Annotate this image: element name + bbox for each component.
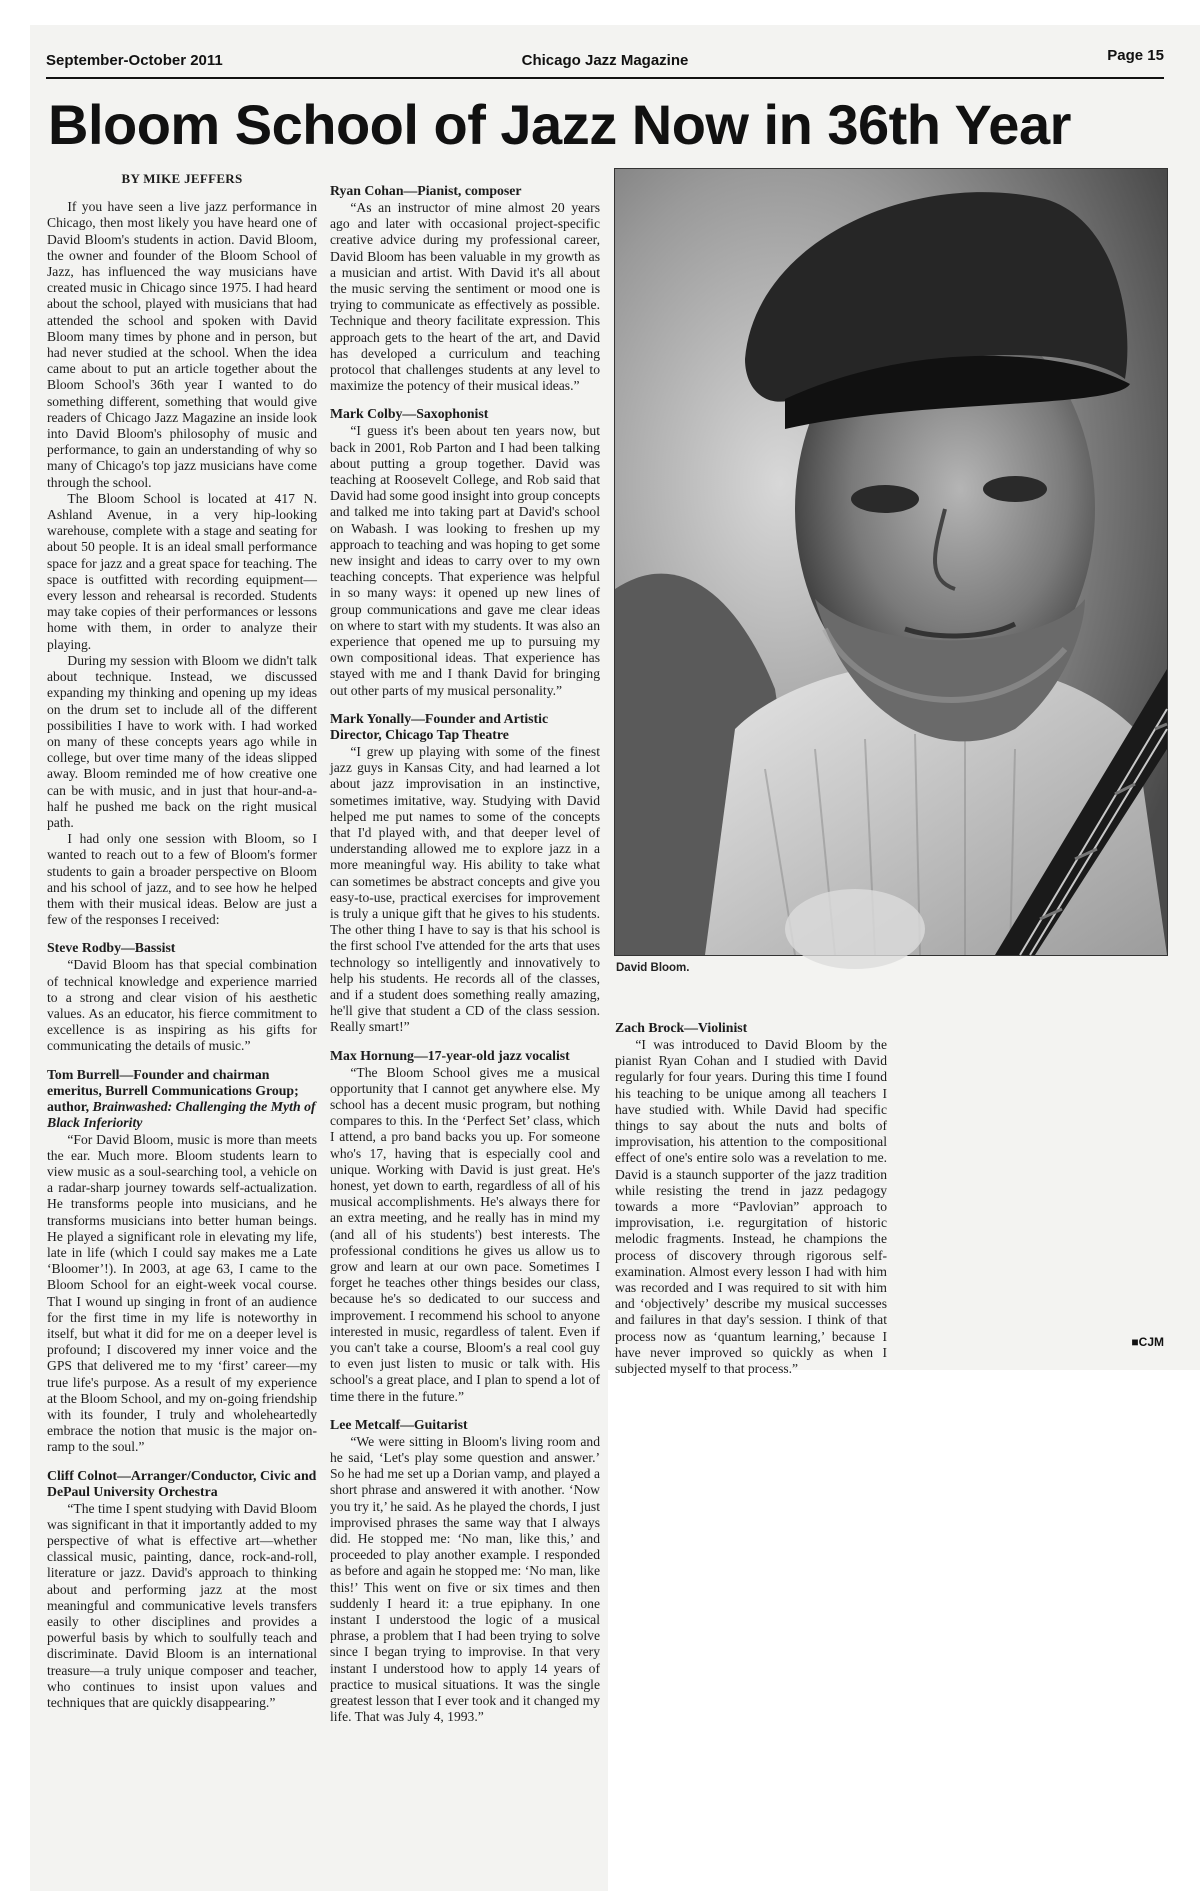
response-heading: Mark Yonally—Founder and Artistic Director, Chicago Tap Theatre: [330, 710, 549, 742]
response-text: “The time I spent studying with David Bloom was significant in that it importantly added to my perspective of what is effective art—whether classical music, painting, dance, rock-and-roll, literature or jazz. David's approach to thinking about and performing jazz at the most meaningful and communicative levels transfers easily to other disciplines and provides a powerful basis by which to soulfully teach and discriminate. David Bloom is an international treasure—a truly unique composer and teacher, who continues to insist upon values and techniques that are quickly disappearing.”: [47, 1500, 317, 1711]
column-2: [330, 171, 600, 1836]
intro-paragraph: If you have seen a live jazz performance in Chicago, then most likely you have heard one of David Bloom's students in action. David Bloom, the owner and founder of the Bloom School of Jazz, has influenced the way musicians have created music in Chicago since 1975. I had heard about the school, played with musicians that had attended the school and spoken with David Bloom many times by phone and in person, but had never studied at the school. When the idea came about to put an article together about the Bloom School's 36th year I wanted to do something different, something that would give readers of Chicago Jazz Magazine an inside look into David Bloom's philosophy of music and performance, to gain an understanding of why so many of Chicago's top jazz musicians have come through the school.: [47, 199, 317, 490]
end-mark: ■CJM: [1131, 1335, 1164, 1349]
response-text: “We were sitting in Bloom's living room and he said, ‘Let's play some question and answer.’ So he had me set up a Dorian vamp, and played a short phrase and answered it with another. ‘Now you try it,’ he said. As he played the chords, I just improvised phrases the same way that I always did. He stopped me: ‘No man, like this,’ and proceeded to play another example. I responded as before and again he stopped me: ‘No man, like this!’ This went on five or six times and then suddenly I heard it: a true epiphany. In one instant I understood the logic of a musical phrase, a problem that I had been trying to solve since I began trying to improvise. In that very instant I understood how to apply 14 years of practice to musical situations. It was the single greatest lesson that I ever took and it changed my life. That was July 4, 1993.”: [330, 1433, 600, 1725]
response-heading: Cliff Colnot—Arranger/Conductor, Civic and DePaul University Orchestra: [47, 1467, 317, 1499]
column-3: [615, 1008, 887, 1377]
response-text: “The Bloom School gives me a musical opportunity that I cannot get anywhere else. My school has a decent music program, but nothing compares to this. In the ‘Perfect Set’ class, which I attend, a pro band backs you up. For someone who's 17, having that is especially cool and unique. Working with David is just great. He's honest, yet down to earth, regardless of all of his musical accomplishments. He's always there for an extra meeting, and he really has in mind my (and all of his students') best interests. The professional conditions he gives us allow us to grow and learn at our own pace. Sometimes I forget he teaches other things besides our class, because he's so dedicated to our success and improvement. I recommend his school to anyone interested in music, regardless of talent. Even if you can't take a course, Bloom's a real cool guy to even just listen to music or talk with. His school's a great place, and I plan to spend a lot of time there in the future.”: [330, 1064, 600, 1404]
book-title: Brainwashed: Challenging the Myth of Black Inferiority: [47, 1098, 316, 1130]
response-text: “As an instructor of mine almost 20 years ago and later with occasional project-specific creative advice during my professional career, David Bloom has been valuable in my growth as a musician and artist. With David it's all about the music serving the sentiment or mood one is trying to communicate as effectively as possible. Technique and theory facilitate expression. This approach gets to the heart of the art, and David has developed a curriculum and teaching protocol that challenges students at any level to maximize the potency of their musical ideas.”: [330, 200, 600, 394]
intro-paragraph: I had only one session with Bloom, so I wanted to reach out to a few of Bloom's former students to gain a broader perspective on Bloom and his school of jazz, and to see how he helped them with their musical ideas. Below are just a few of the responses I received:: [47, 831, 317, 928]
column-1: [47, 171, 317, 1836]
header-rule: [46, 77, 1164, 79]
article-headline: Bloom School of Jazz Now in 36th Year: [48, 93, 1071, 156]
intro-paragraph: During my session with Bloom we didn't talk about technique. Instead, we discussed expanding my thinking and opening up my ideas on the drum set to include all of the different possibilities I have to work with. I had worked on many of these concepts years ago while in college, but over time many of the ideas slipped away. Bloom reminded me of how creative one can be with music, and in just that hour-and-a-half he pushed me back on the right musical path.: [47, 652, 317, 830]
blank-area: [608, 1370, 1200, 1891]
response-heading: Lee Metcalf—Guitarist: [330, 1416, 468, 1432]
photo-caption: David Bloom.: [616, 962, 690, 974]
response-heading-name: Tom Burrell—Founder and chairman emeritus, Burrell Communications Group; author,: [47, 1066, 299, 1114]
response-heading: Zach Brock—Violinist: [615, 1020, 748, 1035]
response-text: “I grew up playing with some of the finest jazz guys in Kansas City, and had learned a lot about jazz improvisation in an instinctive, sometimes imitative, way. Studying with David helped me put names to some of the concepts that I'd played with, and that deeper level of understanding allowed me to explore jazz in a more meaningful way. His ability to take what can sometimes be abstract concepts and give you easy-to-use, practical exercises for improvement is truly a unique gift that he gives to his students. The other thing I have to say is that his school is the first school I've attended for the arts that uses technology so intelligently and innovatively to help his students. He records all of the classes, and if a student does something really amazing, he'll give that student a CD of the class session. Really smart!”: [330, 743, 600, 1035]
portrait-photo: [614, 168, 1168, 956]
portrait-photo-icon: [615, 169, 1167, 955]
page-header: [46, 40, 1164, 76]
response-text: “For David Bloom, music is more than meets the ear. Much more. Bloom students learn to view music as a soul-searching tool, a vehicle on a radar-sharp journey towards self-actualization. He transforms people into musicians, and he transforms musicians into better human beings. He played a significant role in elevating my life, late in life (which I could say makes me a Late ‘Bloomer’!). In 2003, at age 63, I came to the Bloom School for an eight-week vocal course. That I wound up singing in front of an audience for the first time in my life is noteworthy in itself, but what it did for me on a deeper level is profound; I discovered my inner voice and the GPS that delivered me to my ‘first’ career—my true life's purpose. As a result of my experience at the Bloom School, and my on-going friendship with its founder, I truly and wholeheartedly embrace the notion that music is the major on-ramp to the soul.”: [47, 1131, 317, 1455]
publication-name: Chicago Jazz Magazine: [521, 52, 689, 69]
page-number: Page 15: [1107, 47, 1164, 64]
intro-paragraph: The Bloom School is located at 417 N. Ashland Avenue, in a very hip-looking warehouse, complete with a stage and seating for about 50 people. It is an ideal small performance space for jazz and a great space for teaching. The space is outfitted with recording equipment—every lesson and rehearsal is recorded. Students may take copies of their performances or lessons home with them, in order to analyze their playing.: [47, 490, 317, 652]
byline: BY MIKE JEFFERS: [121, 171, 243, 186]
response-heading: Mark Colby—Saxophonist: [330, 406, 489, 422]
response-heading: Ryan Cohan—Pianist, composer: [330, 183, 522, 198]
issue-date: September-October 2011: [46, 52, 223, 69]
response-heading: Steve Rodby—Bassist: [47, 940, 176, 956]
response-text: “David Bloom has that special combination of technical knowledge and experience married to a strong and clear vision of his aesthetic values. As an educator, his fierce commitment to excellence is as inspiring as his gifts for communicating the details of music.”: [47, 957, 317, 1054]
response-heading: [47, 1067, 317, 1131]
response-text: “I guess it's been about ten years now, but back in 2001, Rob Parton and I had been talking about putting a group together. David was teaching at Roosevelt College, and Rob said that David had some good insight into group concepts and talked me into taking part at David's school on Wabash. I was looking to freshen up my approach to teaching and was hoping to get some new insight and ideas to carry over to my own teaching concepts. That experience was helpful in so many ways: it opened up new lines of group communications and gave me clear ideas on where to start with my students. It was also an experience that opened me up to pursuing my own compositional ideas. That experience has stayed with me and I thank David for bringing out other parts of my musical personality.”: [330, 423, 600, 698]
response-heading: Max Hornung—17-year-old jazz vocalist: [330, 1047, 570, 1063]
response-text: “I was introduced to David Bloom by the pianist Ryan Cohan and I studied with David regularly for four years. During this time I found his teaching to be unique among all teachers I have studied with. While David had specific things to say about the nuts and bolts of improvisation, his attention to the compositional effect of one's entire solo was a revelation to me. David is a staunch supporter of the jazz tradition while resisting the trend in jazz pedagogy towards a more “Pavlovian” approach to improvisation, i.e. regurgitation of historic melodic fragments. Instead, he champions the process of discovery through rigorous self-examination. Almost every lesson I had with him was recorded and I was required to sit with him and ‘objectively’ describe my musical successes and failures in that day's session. I think of that process now as ‘quantum learning,’ because I have never improved so quickly as when I subjected myself to that process.”: [615, 1037, 887, 1377]
